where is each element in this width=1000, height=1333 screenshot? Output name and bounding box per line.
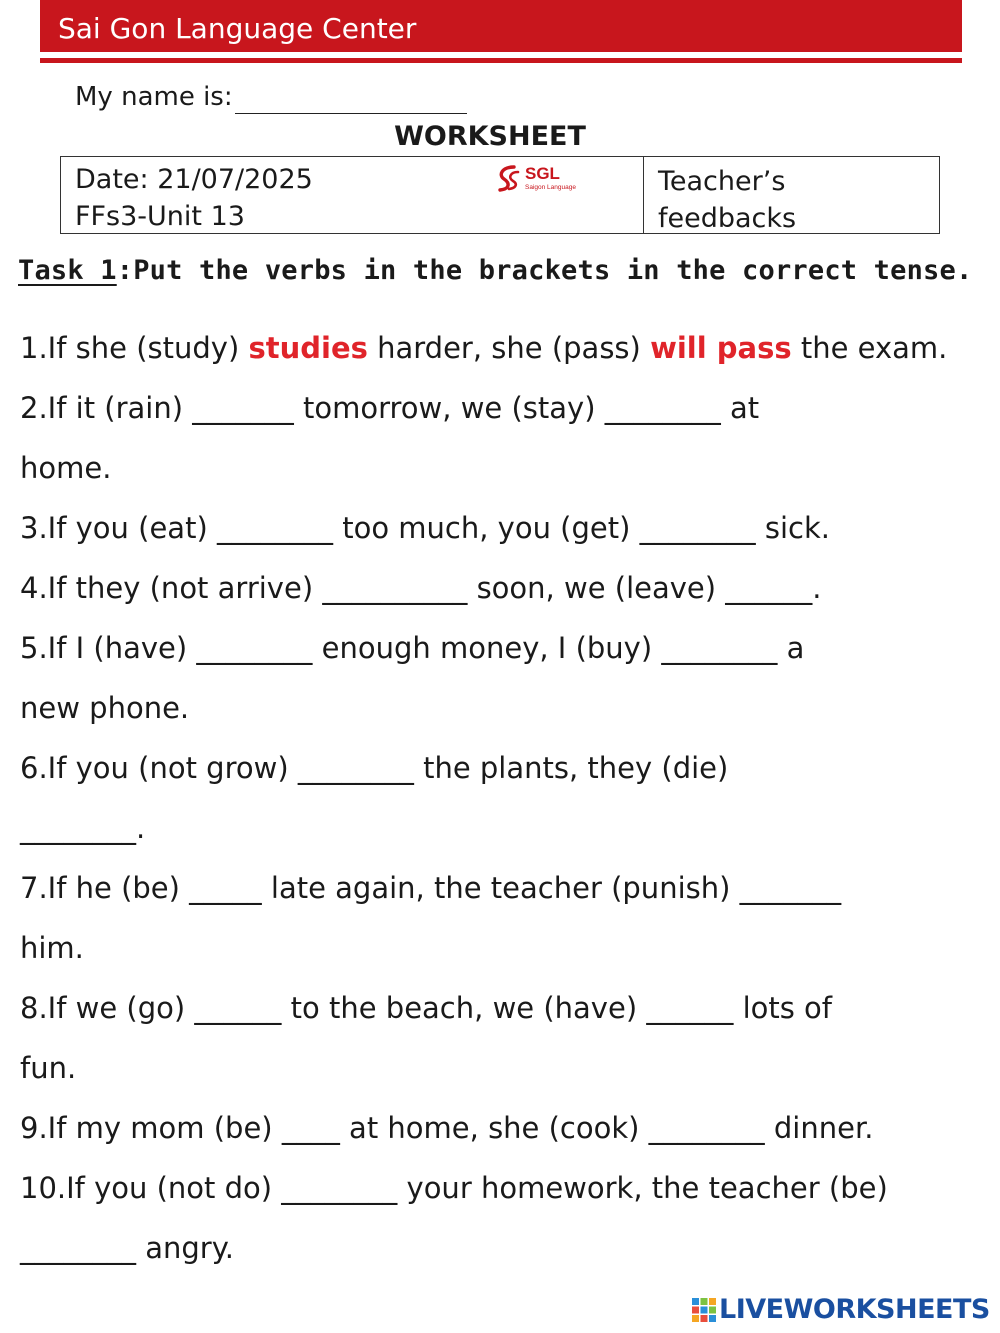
exercise-line: 10.If you (not do) ________ your homework, the teacher (be) <box>20 1171 888 1205</box>
exercise-text: 1.If she (study) <box>20 331 249 365</box>
exercise-text: the exam. <box>791 331 948 365</box>
liveworksheets-icon <box>691 1297 717 1323</box>
logo-subtext: Saigon Language <box>525 184 576 191</box>
exercise-line: 8.If we (go) ______ to the beach, we (have) ______ lots of <box>20 991 833 1025</box>
name-label: My name is: <box>75 82 233 112</box>
header-divider <box>40 58 962 63</box>
sgl-logo <box>496 163 591 193</box>
exercise-line: 3.If you (eat) ________ too much, you (get) ________ sick. <box>20 511 830 545</box>
unit-text: FFs3-Unit 13 <box>75 201 245 232</box>
liveworksheets-watermark <box>691 1293 991 1327</box>
exercise-line: fun. <box>20 1051 77 1085</box>
exercise-line: home. <box>20 451 112 485</box>
exercise-line: 7.If he (be) _____ late again, the teacher (punish) _______ <box>20 871 842 905</box>
exercise-line: new phone. <box>20 691 190 725</box>
name-row <box>75 80 467 114</box>
task-instruction: :Put the verbs in the brackets in the correct tense. <box>116 255 973 286</box>
task-label: Task 1 <box>18 255 117 286</box>
answer-text: studies <box>248 331 368 365</box>
exercise-line: ________. <box>20 811 146 845</box>
exercise-line: 6.If you (not grow) ________ the plants, they (die) <box>20 751 729 785</box>
exercise-line: 4.If they (not arrive) __________ soon, we (leave) ______. <box>20 571 822 605</box>
exercise-line <box>20 328 947 368</box>
exercise-line: ________ angry. <box>20 1231 234 1265</box>
liveworksheets-text: LIVEWORKSHEETS <box>719 1294 990 1325</box>
info-left-cell <box>61 157 644 233</box>
worksheet-title: WORKSHEET <box>394 121 586 152</box>
exercise-text: harder, she (pass) <box>367 331 651 365</box>
answer-text: will pass <box>650 331 792 365</box>
exercise-line: him. <box>20 931 84 965</box>
center-name: Sai Gon Language Center <box>58 12 417 45</box>
exercise-line: 2.If it (rain) _______ tomorrow, we (stay) ________ at <box>20 391 760 425</box>
exercise-line: 9.If my mom (be) ____ at home, she (cook) ________ dinner. <box>20 1111 874 1145</box>
info-table <box>60 156 940 234</box>
name-blank[interactable] <box>235 87 467 114</box>
date-text: Date: 21/07/2025 <box>75 164 313 195</box>
teacher-feedback-label: Teacher’s feedbacks <box>658 166 797 234</box>
logo-text: SGL <box>525 164 560 183</box>
exercise-line: 5.If I (have) ________ enough money, I (buy) ________ a <box>20 631 805 665</box>
task-heading <box>18 254 972 288</box>
